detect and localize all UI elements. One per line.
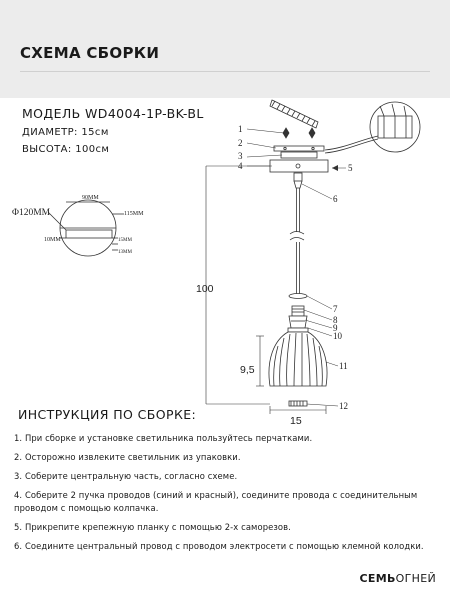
terminal-block-detail [325,102,420,153]
dimension-shade-height: 9,5 [240,364,255,376]
canopy-detail [48,200,124,256]
canopy-small-b-label: 13MM [118,250,132,255]
part-number-2: 2 [238,138,243,148]
part-number-1: 1 [238,124,243,134]
arrow-icon [332,165,338,171]
instruction-step: 6. Соедините центральный провод с проводом электросети с помощью клемной колодки. [14,541,424,551]
part-number-9: 9 [333,323,338,333]
screws [283,128,315,138]
brand-light: ОГНЕЙ [395,572,436,585]
header-divider [20,71,430,72]
height-label: ВЫСОТА: [22,144,72,155]
part-number-5: 5 [348,163,353,173]
instruction-step: 2. Осторожно извлеките светильник из упаковки. [14,452,241,462]
height-value: 100см [75,144,110,155]
brand-strong: СЕМЬ [359,572,396,585]
part-number-4: 4 [238,161,243,171]
ceiling-hatch [270,100,318,128]
lamp-holder [288,306,308,332]
canopy-small-a-label: 15MM [118,238,132,243]
part-number-12: 12 [339,401,348,411]
part-number-3: 3 [238,151,243,161]
part-number-6: 6 [333,194,338,204]
canopy-side-label: 115MM [124,211,144,217]
dimension-shade-width: 15 [290,415,302,427]
page-title: СХЕМА СБОРКИ [20,44,160,62]
diameter-value: 15см [81,127,109,138]
diameter-label: ДИАМЕТР: [22,127,78,138]
header-band [0,0,450,98]
ring [289,294,307,299]
canopy-diameter-label: Φ120MM [12,208,51,218]
brand-logo [360,572,436,585]
instruction-step: 3. Соберите центральную часть, согласно схеме. [14,471,238,481]
part-number-7: 7 [333,304,338,314]
cord-grip [294,173,302,188]
cord [290,188,304,294]
canopy-height-label: 10MM [44,237,61,243]
bulb [289,401,307,406]
dimension-height-total: 100 [196,283,214,295]
canopy-width-label: 90MM [82,195,99,201]
part-number-11: 11 [339,361,348,371]
instruction-list [14,432,442,559]
instruction-step: 4. Соберите 2 пучка проводов (синий и красный), соедините провода с соединительным проводом с помощью колпачка. [14,490,418,513]
part-number-10: 10 [333,331,342,341]
glass-shade [269,332,327,386]
instructions-title: ИНСТРУКЦИЯ ПО СБОРКЕ: [18,407,197,422]
assembly-diagram [0,85,450,430]
instruction-step: 1. При сборке и установке светильника пользуйтесь перчатками. [14,433,313,443]
mounting-plate [274,146,324,151]
instruction-step: 5. Прикрепите крепежную планку с помощью 2-х саморезов. [14,522,291,532]
part-number-8: 8 [333,315,338,325]
model-name: МОДЕЛЬ WD4004-1P-BK-BL [22,106,204,121]
